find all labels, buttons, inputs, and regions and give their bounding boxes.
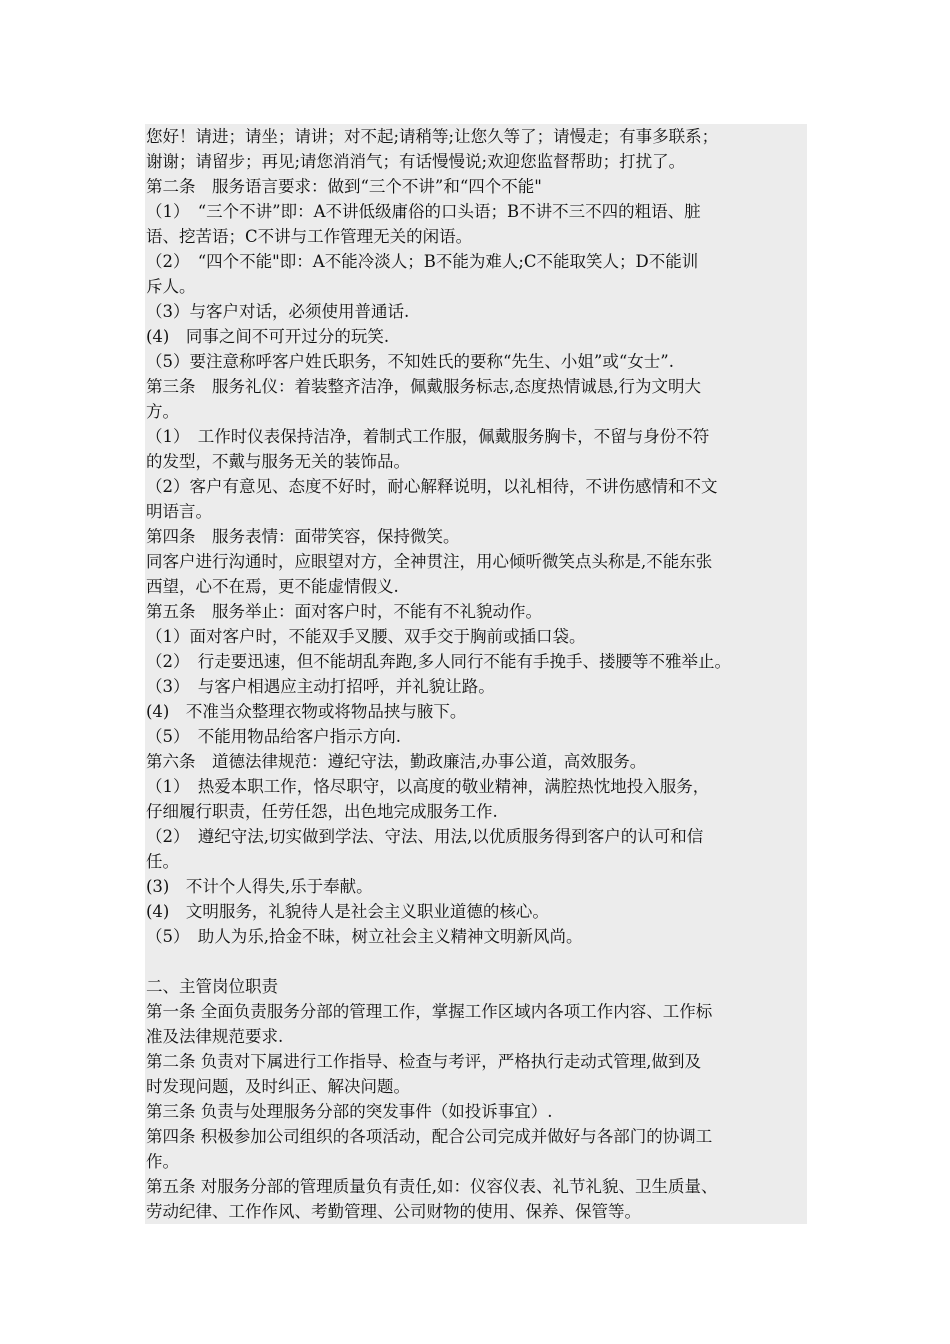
blank-line: [145, 949, 807, 974]
text-line: 二、主管岗位职责: [146, 977, 278, 996]
text-line: （1） “三个不讲”即：A不讲低级庸俗的口头语；B不讲不三不四的粗语、脏: [146, 202, 701, 221]
text-line: 谢谢；请留步；再见;请您消消气；有话慢慢说;欢迎您监督帮助；打扰了。: [146, 152, 686, 171]
text-line: 第三条 服务礼仪：着装整齐洁净，佩戴服务标志,态度热情诚恳,行为文明大: [146, 377, 701, 396]
text-line: （1） 工作时仪表保持洁净，着制式工作服，佩戴服务胸卡，不留与身份不符: [146, 427, 710, 446]
text-line: 时发现问题，及时纠正、解决问题。: [146, 1077, 410, 1096]
text-line: 第一条 全面负责服务分部的管理工作，掌握工作区域内各项工作内容、工作标: [146, 1002, 713, 1021]
text-line: （1）面对客户时，不能双手叉腰、双手交于胸前或插口袋。: [146, 627, 586, 646]
text-line: 作。: [146, 1152, 179, 1171]
text-line: 第五条 服务举止：面对客户时，不能有不礼貌动作。: [146, 602, 542, 621]
text-line: 第三条 负责与处理服务分部的突发事件（如投诉事宜）.: [146, 1102, 553, 1121]
text-line: （5）要注意称呼客户姓氏职务，不知姓氏的要称“先生、小姐”或“女士”.: [146, 352, 674, 371]
text-line: (4) 不准当众整理衣物或将物品挟与腋下。: [146, 702, 467, 721]
text-line: （5） 不能用物品给客户指示方向.: [146, 727, 401, 746]
text-line: 劳动纪律、工作作风、考勤管理、公司财物的使用、保养、保管等。: [146, 1202, 641, 1221]
text-line: （1） 热爱本职工作，恪尽职守，以高度的敬业精神，满腔热忱地投入服务，: [146, 777, 710, 796]
text-line: 第二条 负责对下属进行工作指导、检查与考评，严格执行走动式管理,做到及: [146, 1052, 701, 1071]
text-line: （5） 助人为乐,拾金不昧，树立社会主义精神文明新风尚。: [146, 927, 583, 946]
text-line: （2） 遵纪守法,切实做到学法、守法、用法,以优质服务得到客户的认可和信: [146, 827, 704, 846]
text-line: （2） 行走要迅速，但不能胡乱奔跑,多人同行不能有手挽手、搂腰等不雅举止。: [146, 652, 731, 671]
text-line: 方。: [146, 402, 179, 421]
text-line: 西望，心不在焉，更不能虚情假义.: [146, 577, 399, 596]
text-line: 您好！请进；请坐；请讲；对不起;请稍等;让您久等了；请慢走；有事多联系；: [146, 127, 719, 146]
text-line: 准及法律规范要求.: [146, 1027, 284, 1046]
document-body: [145, 124, 807, 1224]
text-line: 同客户进行沟通时，应眼望对方，全神贯注，用心倾听微笑点头称是,不能东张: [146, 552, 713, 571]
text-line: 第五条 对服务分部的管理质量负有责任,如：仪容仪表、礼节礼貌、卫生质量、: [146, 1177, 718, 1196]
text-line: 语、挖苦语；C不讲与工作管理无关的闲语。: [146, 227, 473, 246]
text-line: （2）客户有意见、态度不好时，耐心解释说明，以礼相待，不讲伤感情和不文: [146, 477, 718, 496]
text-line: 第四条 服务表情：面带笑容，保持微笑。: [146, 527, 460, 546]
text-line: 斥人。: [146, 277, 196, 296]
text-line: （3） 与客户相遇应主动打招呼，并礼貌让路。: [146, 677, 495, 696]
text-line: 的发型，不戴与服务无关的装饰品。: [146, 452, 410, 471]
text-line: 任。: [146, 852, 179, 871]
text-line: （3）与客户对话，必须使用普通话.: [146, 302, 410, 321]
text-line: (4) 同事之间不可开过分的玩笑.: [146, 327, 390, 346]
text-line: 第四条 积极参加公司组织的各项活动，配合公司完成并做好与各部门的协调工: [146, 1127, 713, 1146]
text-line: 第六条 道德法律规范：遵纪守法，勤政廉洁,办事公道，高效服务。: [146, 752, 647, 771]
text-line: 第二条 服务语言要求：做到“三个不讲”和“四个不能": [146, 177, 542, 196]
text-line: 明语言。: [146, 502, 212, 521]
text-line: (3) 不计个人得失,乐于奉献。: [146, 877, 373, 896]
text-line: (4) 文明服务，礼貌待人是社会主义职业道德的核心。: [146, 902, 549, 921]
text-line: 仔细履行职责，任劳任怨，出色地完成服务工作.: [146, 802, 498, 821]
text-line: （2） “四个不能"即：A不能冷淡人；B不能为难人;C不能取笑人；D不能训: [146, 252, 699, 271]
